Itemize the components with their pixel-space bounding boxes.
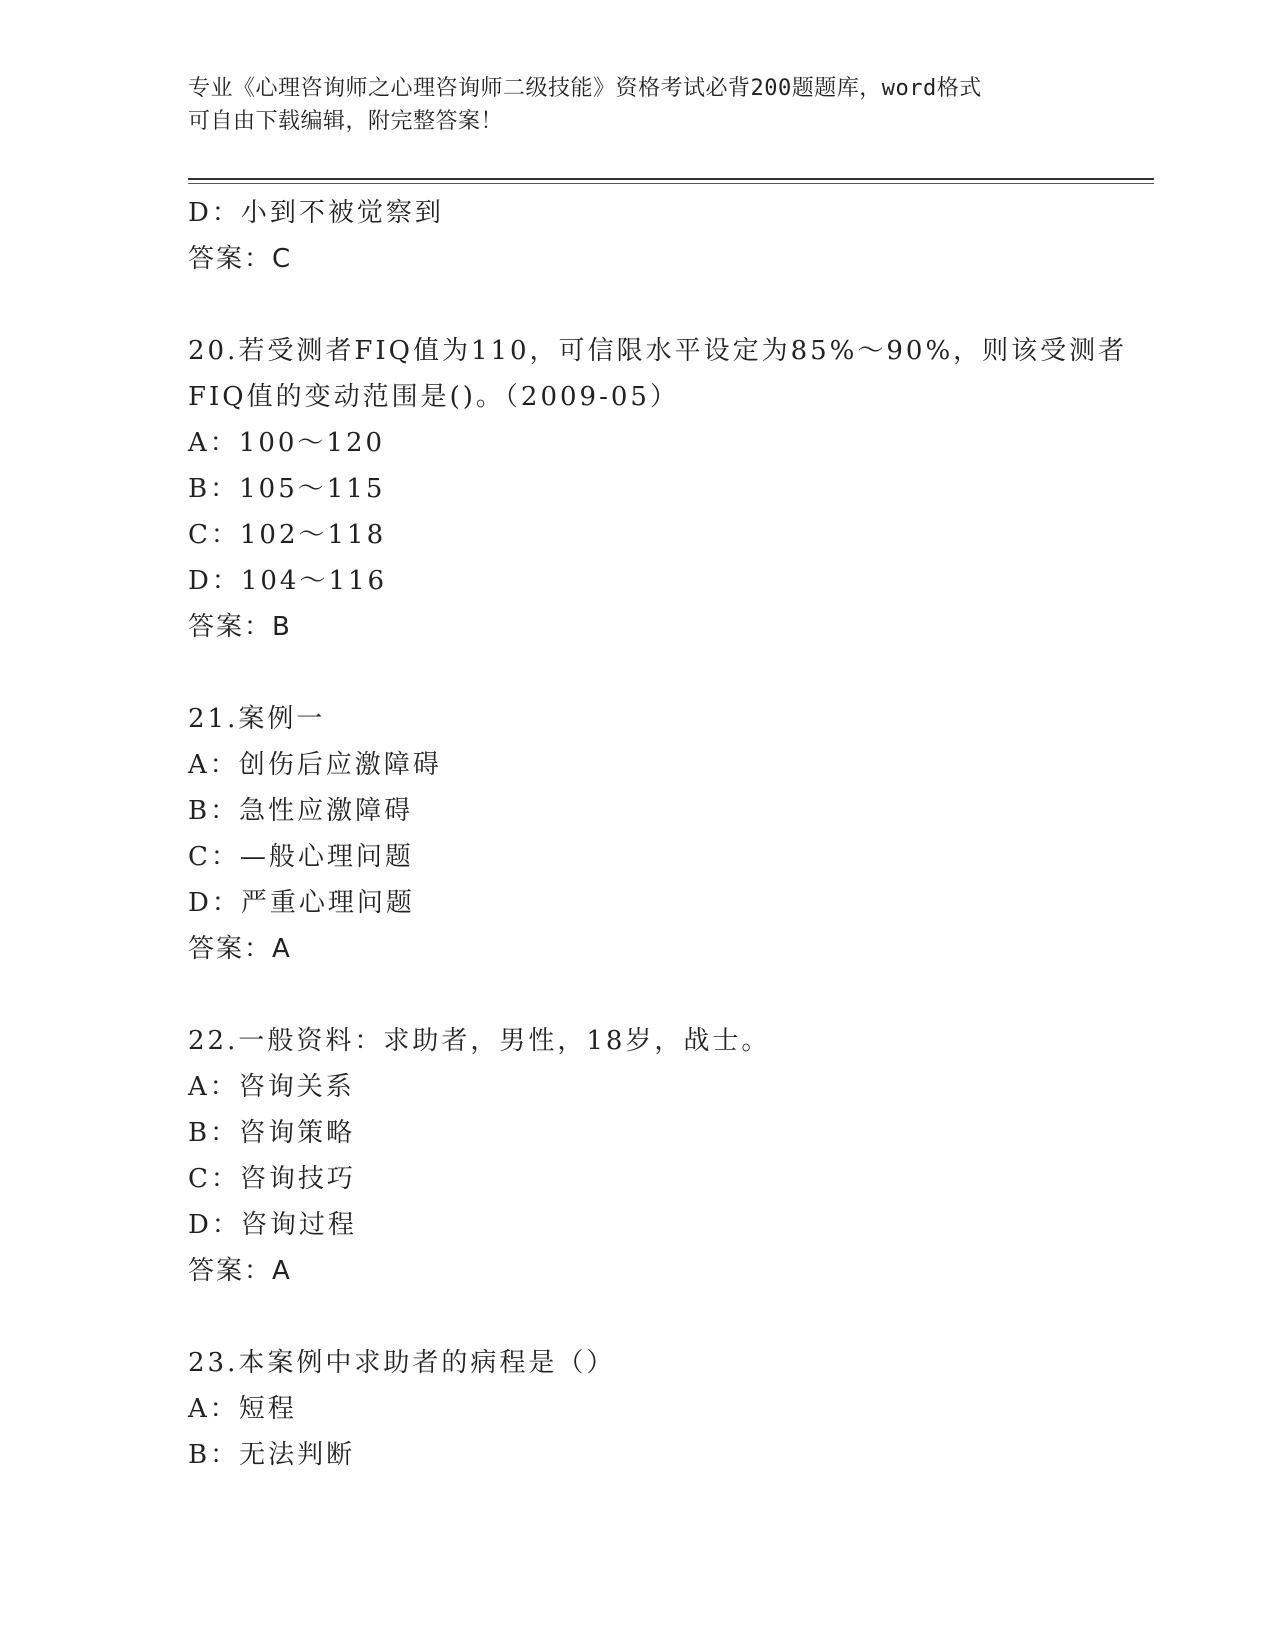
header-divider-thin [188, 183, 1154, 184]
document-header [188, 72, 1088, 138]
option-a: A：创伤后应激障碍 [188, 750, 442, 780]
answer-line: 答案：C [188, 244, 293, 274]
answer-line: 答案：B [188, 612, 292, 642]
header-divider-thick [188, 178, 1154, 180]
question-stem: 21.案例一 [188, 704, 326, 734]
spacer [188, 972, 1148, 1018]
question-block-21 [188, 696, 1148, 972]
spacer [188, 1294, 1148, 1340]
question-block-20 [188, 328, 1148, 650]
option-a: A：短程 [188, 1394, 297, 1424]
option-a: A：咨询关系 [188, 1072, 355, 1102]
question-stem-continued: FIQ值的变动范围是()。（2009-05） [188, 382, 679, 412]
spacer [188, 650, 1148, 696]
option-b: B：急性应激障碍 [188, 796, 414, 826]
option-c: C：—般心理问题 [188, 842, 414, 872]
question-stem: 22.一般资料：求助者，男性，18岁，战士。 [188, 1026, 771, 1056]
option-b: B：无法判断 [188, 1440, 356, 1470]
question-stem: 20.若受测者FIQ值为110，可信限水平设定为85%～90%，则该受测者 [188, 336, 1128, 366]
question-list [188, 190, 1148, 1478]
option-c: C：102～118 [188, 520, 387, 550]
question-block-19 [188, 190, 1148, 282]
header-line-2: 可自由下载编辑，附完整答案！ [188, 109, 504, 134]
answer-line: 答案：A [188, 934, 292, 964]
option-d: D：小到不被觉察到 [188, 198, 444, 228]
question-stem: 23.本案例中求助者的病程是（） [188, 1348, 616, 1378]
option-a: A：100～120 [188, 428, 386, 458]
question-block-22 [188, 1018, 1148, 1294]
answer-line: 答案：A [188, 1256, 292, 1286]
option-d: D：104～116 [188, 566, 388, 596]
option-b: B：咨询策略 [188, 1118, 356, 1148]
option-d: D：咨询过程 [188, 1210, 357, 1240]
question-block-23 [188, 1340, 1148, 1478]
spacer [188, 282, 1148, 328]
option-b: B：105～115 [188, 474, 386, 504]
header-line-1: 专业《心理咨询师之心理咨询师二级技能》资格考试必背200题题库，word格式 [188, 76, 982, 101]
option-c: C：咨询技巧 [188, 1164, 356, 1194]
option-d: D：严重心理问题 [188, 888, 415, 918]
